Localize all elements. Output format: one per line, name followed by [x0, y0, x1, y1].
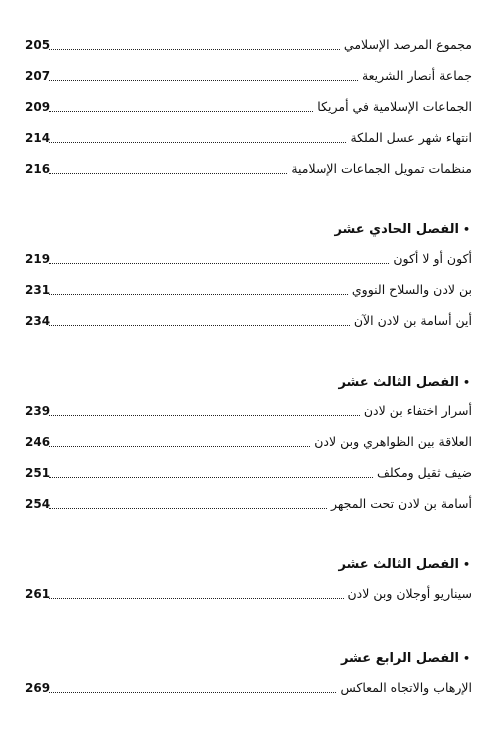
- toc-entry: [25, 433, 472, 451]
- dot-leader: [49, 414, 360, 416]
- toc-entry-page: 234: [25, 314, 51, 328]
- chapter-heading-text: الفصل الرابع عشر: [340, 651, 459, 666]
- toc-entry: [25, 679, 472, 697]
- chapter-heading: [338, 375, 470, 390]
- toc-entry-page: 219: [25, 252, 51, 266]
- toc-entry-page: 254: [25, 497, 51, 511]
- dot-leader: [49, 262, 389, 264]
- toc-entry-title: انتهاء شهر عسل الملكة: [350, 130, 472, 145]
- chapter-heading: [338, 557, 470, 572]
- toc-entry: [25, 281, 472, 299]
- chapter-heading: [341, 651, 470, 666]
- dot-leader: [49, 597, 344, 599]
- toc-entry-title: أين أسامة بن لادن الآن: [353, 313, 472, 328]
- toc-entry-page: 209: [25, 100, 51, 114]
- toc-entry: [25, 129, 472, 147]
- toc-entry-title: بن لادن والسلاح النووي: [351, 282, 472, 297]
- dot-leader: [49, 79, 358, 81]
- toc-entry: [25, 312, 472, 330]
- toc-entry: [25, 160, 472, 178]
- dot-leader: [49, 110, 313, 112]
- dot-leader: [49, 691, 336, 693]
- bullet-icon: •: [462, 652, 470, 665]
- toc-entry: [25, 464, 472, 482]
- toc-entry-page: 231: [25, 283, 51, 297]
- dot-leader: [49, 172, 287, 174]
- toc-entry-title: الإرهاب والاتجاه المعاكس: [340, 680, 472, 695]
- toc-entry-page: 246: [25, 435, 51, 449]
- toc-entry-page: 214: [25, 131, 51, 145]
- toc-entry: [25, 67, 472, 85]
- toc-entry: [25, 36, 472, 54]
- toc-entry-title: أسامة بن لادن تحت المجهر: [331, 496, 472, 511]
- toc-entry-page: 239: [25, 404, 51, 418]
- toc-entry-title: ضيف ثقيل ومكلف: [376, 465, 472, 480]
- toc-entry-page: 205: [25, 38, 51, 52]
- chapter-heading: [334, 222, 470, 237]
- dot-leader: [49, 445, 310, 447]
- toc-entry-title: أسرار اختفاء بن لادن: [363, 403, 472, 418]
- toc-entry-title: مجموع المرصد الإسلامي: [343, 37, 472, 52]
- dot-leader: [49, 141, 346, 143]
- bullet-icon: •: [462, 376, 470, 389]
- toc-entry: [25, 402, 472, 420]
- dot-leader: [49, 476, 373, 478]
- bullet-icon: •: [462, 558, 470, 571]
- toc-entry-page: 269: [25, 681, 51, 695]
- toc-entry-title: جماعة أنصار الشريعة: [361, 68, 472, 83]
- toc-entry-title: العلاقة بين الظواهري وبن لادن: [314, 434, 472, 449]
- toc-entry-page: 261: [25, 587, 51, 601]
- toc-entry-title: سيناريو أوجلان وبن لادن: [347, 586, 472, 601]
- toc-entry: [25, 98, 472, 116]
- dot-leader: [49, 48, 340, 50]
- toc-entry-page: 216: [25, 162, 51, 176]
- chapter-heading-text: الفصل الحادي عشر: [334, 222, 459, 237]
- chapter-heading-text: الفصل الثالث عشر: [338, 557, 459, 572]
- toc-entry: [25, 250, 472, 268]
- dot-leader: [49, 507, 327, 509]
- toc-entry-title: أكون أو لا أكون: [393, 251, 472, 266]
- toc-entry: [25, 495, 472, 513]
- toc-entry-title: منظمات تمويل الجماعات الإسلامية: [291, 161, 472, 176]
- chapter-heading-text: الفصل الثالث عشر: [338, 375, 459, 390]
- dot-leader: [49, 293, 348, 295]
- toc-entry-title: الجماعات الإسلامية في أمريكا: [317, 99, 472, 114]
- toc-entry-page: 207: [25, 69, 51, 83]
- toc-entry: [25, 585, 472, 603]
- bullet-icon: •: [462, 223, 470, 236]
- dot-leader: [49, 324, 350, 326]
- toc-entry-page: 251: [25, 466, 51, 480]
